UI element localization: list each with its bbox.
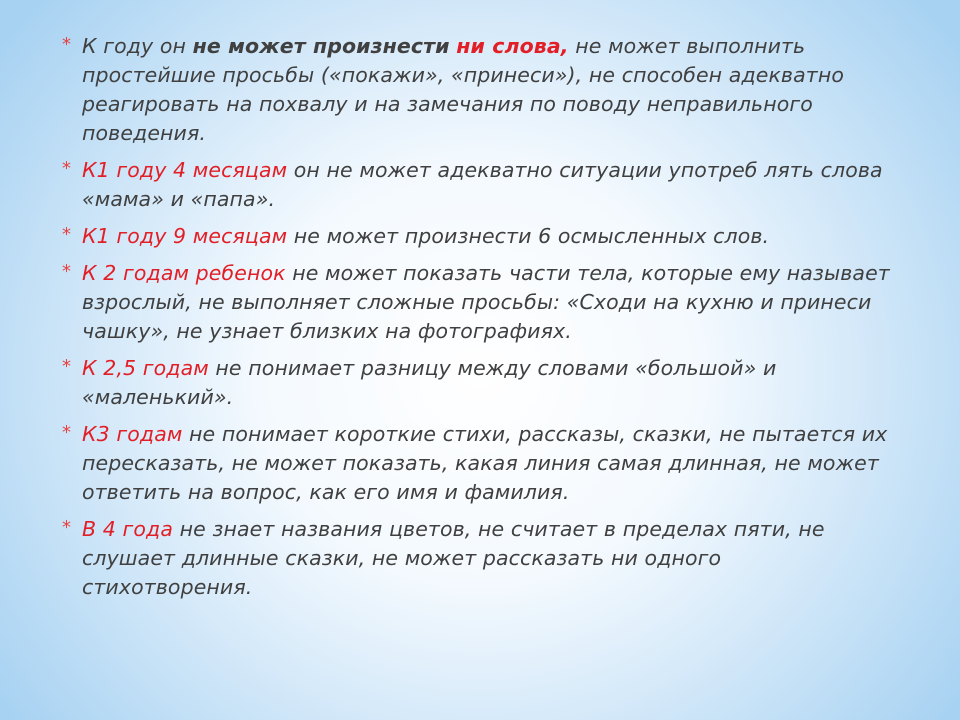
bullet-marker-icon: * <box>62 158 71 179</box>
bullet-text <box>82 354 892 412</box>
text-run-highlight: К1 году 9 месяцам <box>82 224 288 248</box>
bullet-marker-icon: * <box>62 517 71 538</box>
text-run-highlight: К3 годам <box>82 422 183 446</box>
bullet-text <box>82 32 892 148</box>
text-run-highlight: В 4 года <box>82 517 173 541</box>
bullet-item <box>62 515 892 602</box>
text-run-highlight: К 2 годам ребенок <box>82 261 286 285</box>
bullet-marker-icon: * <box>62 356 71 377</box>
bullet-text <box>82 420 892 507</box>
text-run: не знает названия цветов, не считает в пределах пяти, не слушает длинные сказки, не может рассказать ни одного стихотворения. <box>82 517 825 599</box>
bullet-item <box>62 354 892 412</box>
text-run: К году он <box>82 34 193 58</box>
bullet-item <box>62 222 892 251</box>
text-run: не понимает короткие стихи, рассказы, сказки, не пытается их пересказать, не может показать, какая линия самая длинная, не может ответить на вопрос, как его имя и фамилия. <box>82 422 888 504</box>
bullet-item <box>62 32 892 148</box>
bullet-marker-icon: * <box>62 261 71 282</box>
text-run: не может произнести 6 осмысленных слов. <box>287 224 770 248</box>
text-run-bold-highlight: ни слова, <box>456 34 569 58</box>
bullet-marker-icon: * <box>62 34 71 55</box>
text-run-highlight: К 2,5 годам <box>82 356 209 380</box>
bullet-marker-icon: * <box>62 422 71 443</box>
bullet-text <box>82 156 892 214</box>
bullet-item <box>62 259 892 346</box>
bullet-text <box>82 222 892 251</box>
bullet-marker-icon: * <box>62 224 71 245</box>
text-run-bold: не может произнести <box>192 34 450 58</box>
bullet-item <box>62 420 892 507</box>
text-run-highlight: К1 году 4 месяцам <box>82 158 288 182</box>
bullet-text <box>82 515 892 602</box>
bullet-list <box>62 32 892 610</box>
text-run: не может выполнить простейшие просьбы («покажи», «принеси»), не способен адекватно реагировать на похвалу и на замечания по поводу неправильного поведения. <box>82 34 844 145</box>
text-run: не понимает разницу между словами «большой» и «маленький». <box>82 356 777 409</box>
text-run: не может показать части тела, которые ему называет взрослый, не выполняет сложные просьбы: «Сходи на кухню и принеси чашку», не узнает близких на фотографиях. <box>82 261 890 343</box>
bullet-text <box>82 259 892 346</box>
text-run: он не может адекватно ситуации употреб лять слова «мама» и «папа». <box>82 158 883 211</box>
bullet-item <box>62 156 892 214</box>
